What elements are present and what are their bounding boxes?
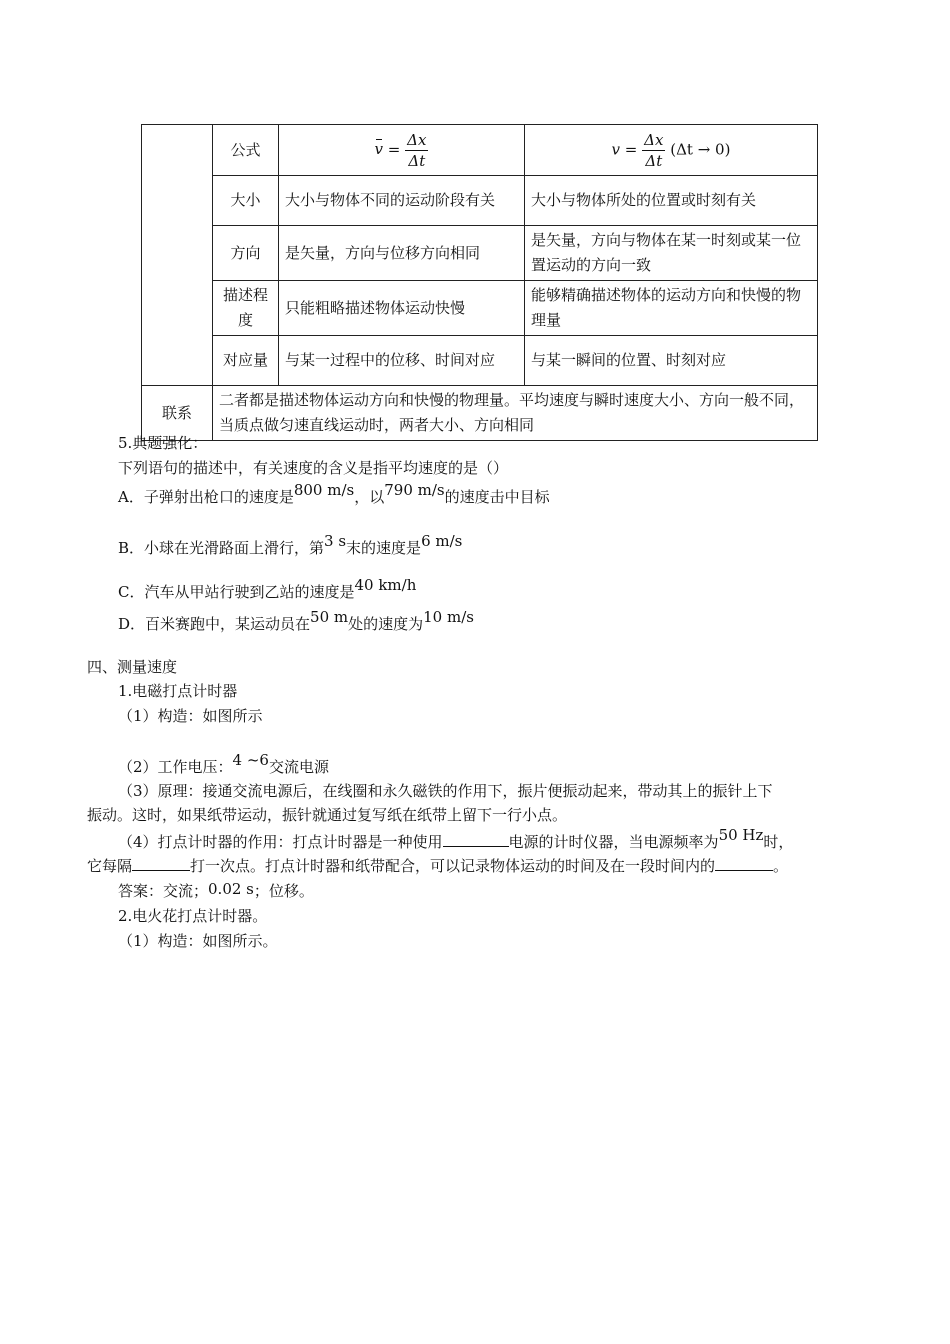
- blank-field: [715, 856, 773, 871]
- option-c: [118, 576, 417, 603]
- formula-denominator: Δt: [645, 151, 663, 170]
- avg-velocity-formula: [279, 125, 525, 176]
- table-row: [142, 125, 818, 176]
- function-text-post: 时，: [763, 833, 794, 851]
- voltage-value: 4 ~6: [232, 751, 269, 769]
- row-label: 公式: [213, 125, 279, 176]
- option-c-value: 40 km/h: [354, 576, 417, 594]
- formula-fraction: [405, 130, 428, 171]
- option-b-text-mid: 末的速度是: [346, 539, 422, 557]
- blank-field: [132, 856, 190, 871]
- table-row: [142, 281, 818, 336]
- answer-value: 0.02 s: [208, 880, 254, 898]
- exercise-heading: 5.典题强化：: [118, 434, 208, 452]
- answer-line: [118, 880, 314, 902]
- inst-cell: 与某一瞬间的位置、时刻对应: [525, 336, 818, 386]
- formula-lhs: v: [611, 140, 621, 158]
- section-title: 四、测量速度: [87, 658, 178, 676]
- formula-eq: =: [387, 140, 401, 158]
- table-row: [142, 336, 818, 386]
- paragraph-principle-2: 振动。这时，如果纸带运动，振针就通过复写纸在纸带上留下一行小点。: [87, 806, 568, 824]
- table-row: [142, 226, 818, 281]
- avg-cell: 大小与物体不同的运动阶段有关: [279, 176, 525, 226]
- formula-numerator: Δx: [407, 130, 427, 149]
- paragraph-principle-1: （3）原理：接通交流电源后，在线圈和永久磁铁的作用下，振片便振动起来，带动其上的振针上下: [118, 782, 773, 800]
- row-label: 对应量: [213, 336, 279, 386]
- table-row: [142, 176, 818, 226]
- option-c-text: C．汽车从甲站行驶到乙站的速度是: [118, 583, 355, 601]
- row-label: 大小: [213, 176, 279, 226]
- formula-condition: (Δt → 0): [670, 140, 731, 158]
- paragraph-function-1: [118, 826, 794, 853]
- table-row: [142, 386, 818, 441]
- formula-lhs: v: [375, 137, 383, 162]
- exercise-question: 下列语句的描述中，有关速度的含义是指平均速度的是（）: [118, 459, 509, 477]
- function-text-2-mid: 打一次点。打点计时器和纸带配合，可以记录物体运动的时间及在一段时间内的: [190, 857, 716, 875]
- avg-cell: 只能粗略描述物体运动快慢: [279, 281, 525, 336]
- option-a-value-2: 790 m/s: [384, 481, 445, 499]
- voltage-text-post: 交流电源: [268, 758, 329, 776]
- answer-text-post: ；位移。: [253, 882, 314, 900]
- option-d: [118, 608, 474, 635]
- option-b-value-1: 3 s: [324, 532, 347, 550]
- voltage-text: （2）工作电压：: [118, 758, 233, 776]
- contact-text: 二者都是描述物体运动方向和快慢的物理量。平均速度与瞬时速度大小、方向一般不同，当质点做匀速直线运动时，两者大小、方向相同: [213, 386, 818, 441]
- contact-label: 联系: [142, 386, 213, 441]
- formula-denominator: Δt: [408, 151, 426, 170]
- paragraph-structure: （1）构造：如图所示: [118, 707, 263, 725]
- option-b-text: B．小球在光滑路面上滑行，第: [118, 539, 325, 557]
- option-b: [118, 532, 463, 559]
- option-a-text-post: 的速度击中目标: [444, 488, 550, 506]
- blank-field: [443, 832, 509, 847]
- row-label: 描述程度: [213, 281, 279, 336]
- option-b-value-2: 6 m/s: [421, 532, 463, 550]
- paragraph-structure-2: （1）构造：如图所示。: [118, 932, 278, 950]
- formula-eq: =: [624, 140, 638, 158]
- function-text-mid: 电源的计时仪器，当电源频率为: [508, 833, 719, 851]
- inst-cell: 大小与物体所处的位置或时刻有关: [525, 176, 818, 226]
- blank-row-header: [142, 125, 213, 386]
- row-label: 方向: [213, 226, 279, 281]
- inst-velocity-formula: [525, 125, 818, 176]
- option-a: [118, 481, 550, 508]
- subsection-heading-2: 2.电火花打点计时器。: [118, 907, 268, 925]
- inst-cell: 能够精确描述物体的运动方向和快慢的物理量: [525, 281, 818, 336]
- option-d-value-2: 10 m/s: [423, 608, 474, 626]
- option-a-text-mid: ，以: [354, 488, 385, 506]
- avg-cell: 与某一过程中的位移、时间对应: [279, 336, 525, 386]
- option-d-text-mid: 处的速度为: [348, 615, 424, 633]
- formula-numerator: Δx: [644, 130, 664, 149]
- frequency-value: 50 Hz: [718, 826, 764, 844]
- paragraph-function-2: [87, 855, 788, 877]
- function-text-2-post: 。: [773, 857, 789, 875]
- velocity-comparison-table: [141, 124, 818, 441]
- answer-text: 答案：交流；: [118, 882, 209, 900]
- option-a-text: A．子弹射出枪口的速度是: [118, 488, 294, 506]
- function-text-2: 它每隔: [87, 857, 133, 875]
- function-text: （4）打点计时器的作用：打点计时器是一种使用: [118, 833, 443, 851]
- option-d-text: D．百米赛跑中，某运动员在: [118, 615, 311, 633]
- subsection-heading: 1.电磁打点计时器: [118, 682, 238, 700]
- paragraph-voltage: [118, 751, 329, 778]
- inst-cell: 是矢量，方向与物体在某一时刻或某一位置运动的方向一致: [525, 226, 818, 281]
- option-a-value-1: 800 m/s: [293, 481, 355, 499]
- avg-cell: 是矢量，方向与位移方向相同: [279, 226, 525, 281]
- option-d-value-1: 50 m: [310, 608, 349, 626]
- formula-fraction: [642, 130, 665, 171]
